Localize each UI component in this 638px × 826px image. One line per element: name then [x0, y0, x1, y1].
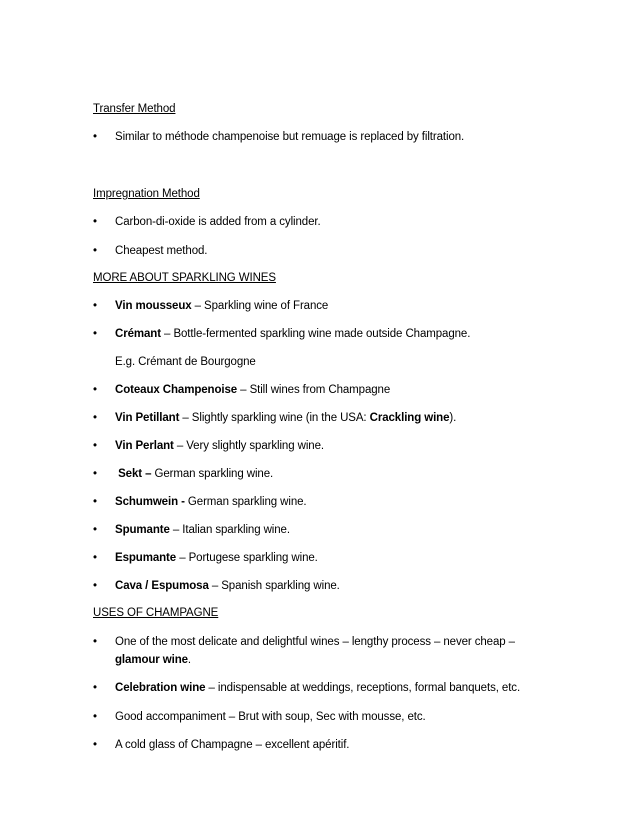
cremant-example: E.g. Crémant de Bourgogne	[115, 356, 256, 368]
bullet-icon: •	[93, 328, 98, 340]
heading-more-about-sparkling-wines: MORE ABOUT SPARKLING WINES	[93, 272, 276, 284]
document-page: Transfer Method • Similar to méthode champenoise but remuage is replaced by filtration. Impregnation Method • Carbon-di-oxide is added from a cylinder. • Cheapest method. MORE ABOUT SPARKLING WINES • Vin mousseux – Sparkling wine of France • Crémant – Bottle-fermented sparkling wine made outside Champagne. E.g. Crémant de Bourgogne • Coteaux Champenoise – Still wines from Champagne • Vin Petillant – Slightly sparkling wine (in the USA: Crackling wine). • Vin Perlant – Very slightly sparkling wine. • Sekt – German sparkling wine. • Schumwein - German sparkling wine. • Spumante – Italian sparkling wine. • Espumante – Portugese sparkling wine. • Cava / Espumosa – Spanish sparkling wine. USES OF CHAMPAGNE • One of the most delicate and delightful wines – lengthy process – never cheap – glamour wine. • Celebration wine – indispensable at weddings, receptions, formal banquets, etc. • Good accompaniment – Brut with soup, Sec with mousse, etc. • A cold glass of Champagne – excellent apéritif.	[93, 103, 521, 751]
bullet-icon: •	[93, 739, 98, 751]
bullet-icon: •	[93, 552, 98, 564]
bullet-icon: •	[93, 636, 98, 648]
bullet-icon: •	[93, 384, 98, 396]
heading-uses-of-champagne: USES OF CHAMPAGNE	[93, 607, 219, 619]
bullet-icon: •	[93, 131, 98, 143]
bullet-icon: •	[93, 245, 98, 257]
bullet-icon: •	[93, 682, 98, 694]
bullet-icon: •	[93, 412, 98, 424]
bullet-icon: •	[93, 216, 98, 228]
bullet-icon: •	[93, 711, 98, 723]
list-item-continuation: glamour wine.	[115, 654, 192, 666]
bullet-icon: •	[93, 496, 98, 508]
bullet-icon: •	[93, 524, 98, 536]
heading-impregnation-method: Impregnation Method	[93, 188, 200, 200]
heading-transfer-method: Transfer Method	[93, 103, 176, 115]
bullet-icon: •	[93, 300, 98, 312]
bullet-icon: •	[93, 440, 98, 452]
bullet-icon: •	[93, 468, 98, 480]
bullet-icon: •	[93, 580, 98, 592]
